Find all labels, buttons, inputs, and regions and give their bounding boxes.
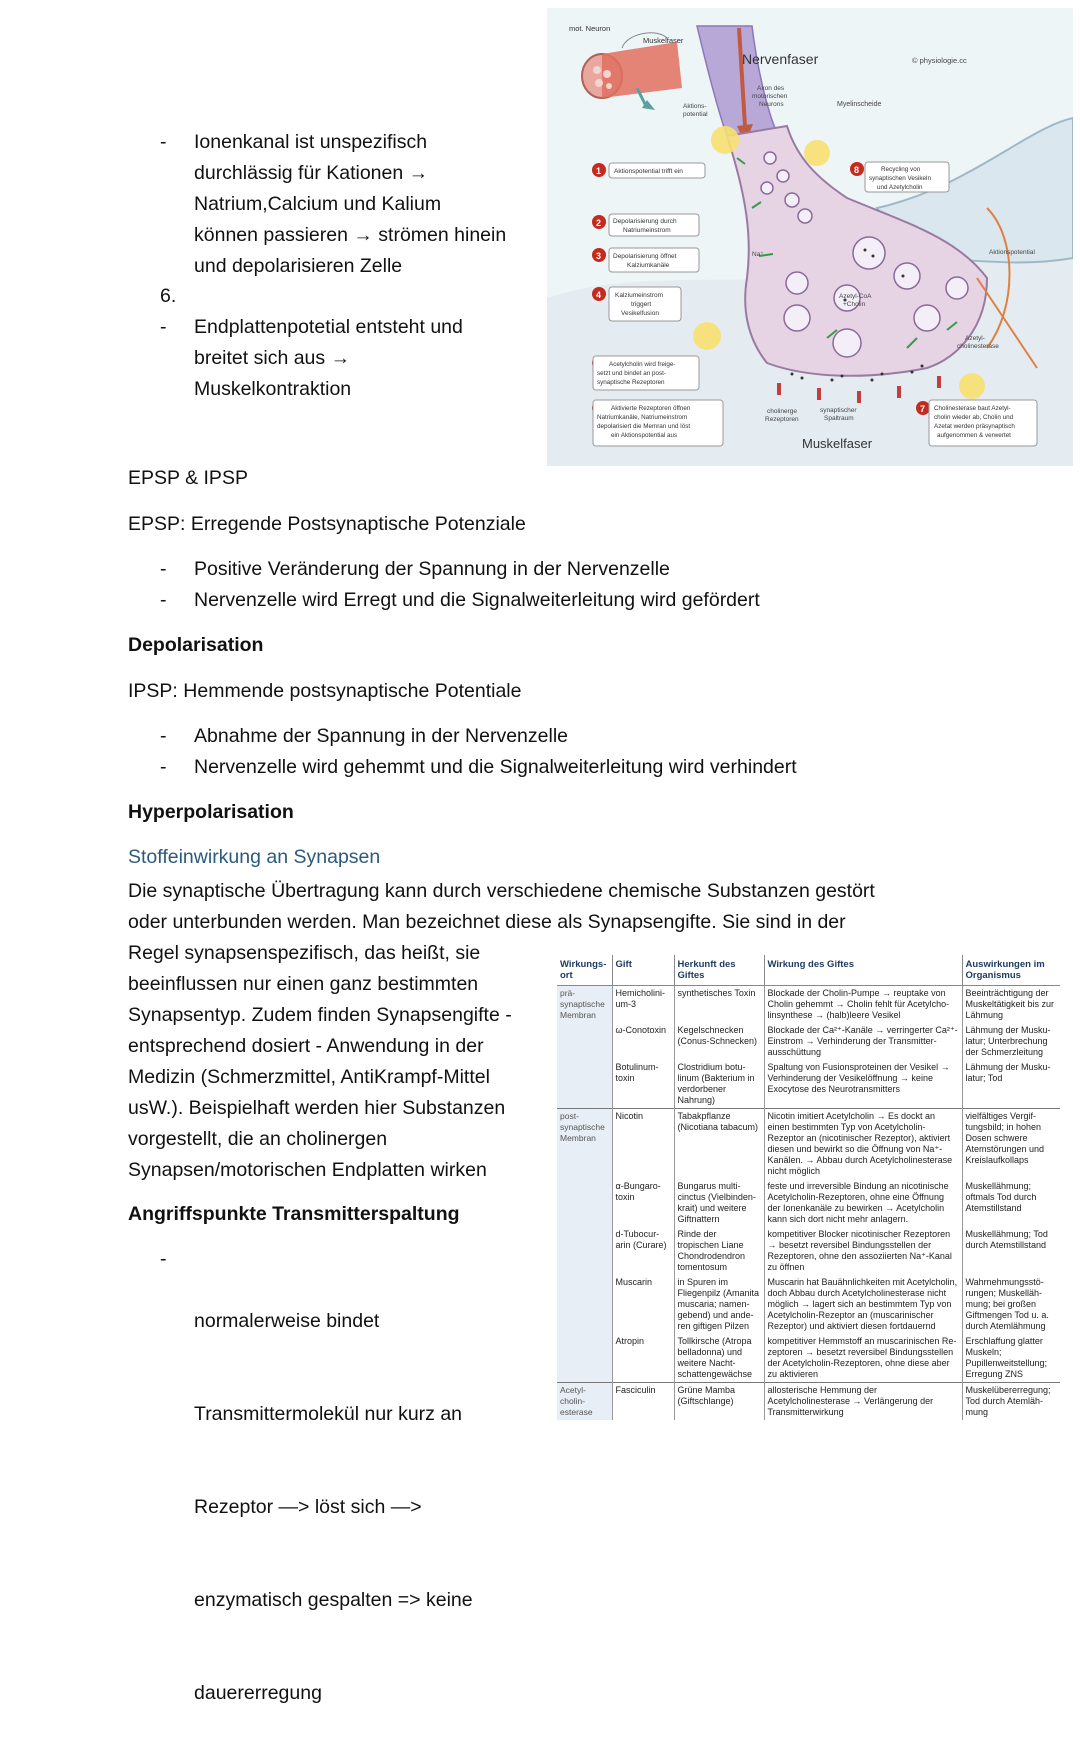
paragraph-narrow: Regel synapsenspezifisch, das heißt, sie beeinflussen nur einen ganz bestimmten Synapsentyp. Zudem finden Synapsengifte - entsprechend dosiert - Anwendung in der Medizin (Schmerzmittel, AntiKrampf-Mittel usW.). Beispielhaft werden hier Substanzen vorgestellt, die an cholinergen Synapsen/motorischen Endplatten wirken <box>128 942 512 1181</box>
svg-text:ein Aktionspotential aus: ein Aktionspotential aus <box>611 432 678 439</box>
label-na: Na⁺ <box>752 251 764 258</box>
label-spaltraum: synaptischer <box>820 407 857 414</box>
ipsp-definition: IPSP: Hemmende postsynaptische Potentiale <box>128 680 522 702</box>
copyright: © physiologie.cc <box>912 56 967 65</box>
table-cell-auswirkung: Lähmung der Musku-latur; Unterbrechung der Schmerzleitung <box>965 1025 1051 1057</box>
table-cell-gift: Hemicholini-um-3 <box>612 986 674 1024</box>
svg-text:Recycling von: Recycling von <box>881 166 921 173</box>
depolarisation-label: Depolarisation <box>128 634 264 656</box>
table-cell-herkunft: Kegelschnecken (Conus-Schnecken) <box>674 1023 764 1060</box>
table-cell-herkunft: Tabakpflanze (Nicotiana tabacum) <box>674 1109 764 1180</box>
label-muskelfaser-top: Muskelfaser <box>643 36 684 45</box>
header-auswirkungen: Auswirkungen im Organismus <box>962 955 1060 986</box>
synapse-figure <box>547 8 1073 466</box>
ipsp-bullet-1: Abnahme der Spannung in der Nervenzelle <box>194 725 568 747</box>
svg-text:triggert: triggert <box>631 301 652 308</box>
step-6 <box>592 400 723 446</box>
step-1 <box>592 163 705 178</box>
table-header-row <box>557 955 1060 986</box>
svg-text:cholin wieder ab, Cholin und: cholin wieder ab, Cholin und <box>934 414 1014 421</box>
table-cell-herkunft: in Spuren im Fliegenpilz (Amanita muscaria; namen-gebend) und ande-ren giftigen Pilzen <box>674 1275 764 1334</box>
svg-text:7: 7 <box>920 404 926 414</box>
header-gift: Gift <box>612 955 674 986</box>
label-myelinscheide: Myelinscheide <box>837 101 882 108</box>
label-azetylcholinesterase-2: cholinesterase <box>957 343 999 350</box>
table-cell-herkunft: synthetisches Toxin <box>674 986 764 1024</box>
label-axon: Axon des <box>757 85 785 92</box>
bullet-dash: - <box>160 1248 167 1270</box>
table-cell-auswirkung: Beeinträchtigung der Muskeltätigkeit bis zur Lähmung <box>962 986 1060 1024</box>
ipsp-bullet-2: Nervenzelle wird gehemmt und die Signalweiterleitung wird verhindert <box>194 756 797 778</box>
epsp-definition: EPSP: Erregende Postsynaptische Potenziale <box>128 513 526 535</box>
table-cell-gift: α-Bungaro-toxin <box>612 1179 674 1227</box>
section-heading-stoffeinwirkung: Stoffeinwirkung an Synapsen <box>128 846 381 868</box>
svg-text:und Azetylcholin: und Azetylcholin <box>877 184 923 191</box>
synapse-diagram <box>547 8 1073 466</box>
svg-text:Depolarisierung durch: Depolarisierung durch <box>613 218 677 225</box>
label-axon-2: motorischen <box>752 93 788 100</box>
table-row <box>557 1179 1060 1227</box>
svg-text:setzt und bindet an post-: setzt und bindet an post- <box>597 370 666 377</box>
list-number: 6. <box>160 285 177 307</box>
table-row <box>557 1227 1060 1275</box>
svg-text:Natriumeinstrom: Natriumeinstrom <box>623 227 671 234</box>
step-8 <box>850 162 949 192</box>
svg-text:2: 2 <box>596 218 602 228</box>
table-row <box>557 1060 1060 1109</box>
table-cell-wirkung: allosterische Hemmung der Acetylcholinesterase → Verlängerung der Transmitterwirkung <box>764 1383 962 1421</box>
table-cell-auswirkung: Muskelübererregung; Tod durch Atemläh-mung <box>962 1383 1060 1421</box>
label-nervenfaser: Nervenfaser <box>742 51 819 67</box>
heading-epsp-ipsp: EPSP & IPSP <box>128 467 248 489</box>
table-cell-ort: Acetyl-cholin-esterase <box>557 1383 612 1421</box>
header-wirkungsort: Wirkungs-ort <box>557 955 612 986</box>
svg-text:Kalziumkanäle: Kalziumkanäle <box>627 262 670 269</box>
table-cell-auswirkung: Muskellähmung; oftmals Tod durch Atemstillstand <box>965 1181 1037 1213</box>
svg-text:Vesikelfusion: Vesikelfusion <box>621 310 659 317</box>
table-row <box>557 1275 1060 1334</box>
table-cell-auswirkung: Lähmung der Musku-latur; Tod <box>965 1062 1051 1083</box>
svg-text:4: 4 <box>596 290 602 300</box>
label-cholinerge: cholinerge <box>767 408 797 415</box>
table-cell-wirkung: Blockade der Ca²⁺-Kanäle → verringerter Ca²⁺-Einstrom → Verhinderung der Transmitter-ausschüttung <box>764 1023 962 1060</box>
table-cell-wirkung: Muscarin hat Bauähnlichkeiten mit Acetylcholin, doch Abbau durch Acetylcholinesterase nicht möglich → lagert sich an bestimmtem Typ von Acetylcholin-Rezeptor an (muscarinischer Rezeptor) und aktiviert diesen fortdauernd <box>764 1275 962 1334</box>
table-cell-ort: post-synaptische Membran <box>557 1109 612 1180</box>
bullet-dash: - <box>160 589 167 611</box>
svg-text:8: 8 <box>854 165 860 175</box>
epsp-bullet-2: Nervenzelle wird Erregt und die Signalweiterleitung wird gefördert <box>194 589 760 611</box>
step-2 <box>592 214 699 236</box>
header-wirkung: Wirkung des Giftes <box>764 955 962 986</box>
table-cell-herkunft: Rinde der tropischen Liane Chondrodendron tomentosum <box>674 1227 764 1275</box>
table-cell-ort <box>557 1179 612 1227</box>
angriffspunkte-label: Angriffspunkte Transmitterspaltung <box>128 1203 460 1225</box>
list-item-transmitter: normalerweise bindet Transmittermolekül nur kurz an Rezeptor —> löst sich —> enzymatisch gespalten => keine dauererregung <box>194 1310 473 1704</box>
step-5 <box>592 356 699 390</box>
svg-text:3: 3 <box>596 251 602 261</box>
svg-text:synaptische Rezeptoren: synaptische Rezeptoren <box>597 379 665 386</box>
table-cell-wirkung: kompetitiver Blocker nicotinischer Rezeptoren → besetzt reversibel Bindungsstellen der Rezeptoren, ohne den assoziierten Na⁺-Kanal zu öffnen <box>764 1227 962 1275</box>
paragraph-wide: Die synaptische Übertragung kann durch verschiedene chemische Substanzen gestört oder unterbunden werden. Man bezeichnet diese als Synapsengifte. Sie sind in der <box>128 880 875 933</box>
label-aktionspotential-left-2: potential <box>683 111 708 118</box>
table-cell-auswirkung: vielfältiges Vergif-tungsbild; in hohen Dosen schwere Atemstörungen und Kreislaufkollaps <box>962 1109 1060 1180</box>
table-cell-herkunft: Bungarus multi-cinctus (Vielbinden-krait) und weitere Giftnattern <box>674 1179 764 1227</box>
label-mot-neuron: mot. Neuron <box>569 24 611 33</box>
table-cell-wirkung: Blockade der Cholin-Pumpe → reuptake von Cholin gehemmt → Cholin fehlt für Acetylcho-linsynthese → (halb)leere Vesikel <box>764 986 962 1024</box>
table-cell-gift: d-Tubocur-arin (Curare) <box>612 1227 674 1275</box>
table-row <box>557 1023 1060 1060</box>
bullet-dash: - <box>160 756 167 778</box>
table-row <box>557 1383 1060 1421</box>
table-cell-ort <box>557 1334 612 1383</box>
label-spaltraum-2: Spaltraum <box>824 415 854 422</box>
label-aktionspotential-right: Aktionspotential <box>989 249 1035 256</box>
table-cell-auswirkung: Erschlaffung glatter Muskeln; Pupillenweitstellung; Erregung ZNS <box>965 1336 1048 1379</box>
table-cell-wirkung: Spaltung von Fusionsproteinen der Vesikel → Verhinderung der Vesikelöffnung → keine Exocytose des Neurotransmitters <box>764 1060 962 1109</box>
table-row <box>557 986 1060 1024</box>
table-cell-gift: Nicotin <box>612 1109 674 1180</box>
epsp-bullet-1: Positive Veränderung der Spannung in der Nervenzelle <box>194 558 670 580</box>
list-item-ionenkanal: Ionenkanal ist unspezifisch durchlässig für Kationen → Natrium,Calcium und Kalium können passieren → strömen hinein und depolarisieren Zelle <box>194 131 507 277</box>
table-cell-gift: Muscarin <box>612 1275 674 1334</box>
table-cell-gift: Atropin <box>612 1334 674 1383</box>
svg-text:Depolarisierung öffnet: Depolarisierung öffnet <box>613 253 677 260</box>
svg-text:Acetylcholin wird freige-: Acetylcholin wird freige- <box>609 361 676 368</box>
table-cell-wirkung: Nicotin imitiert Acetylcholin → Es dockt an einen bestimmten Typ von Acetylcholin-Rezeptor an (nicotinischer Rezeptor), aktiviert diesen und bewirkt so die Öffnung von Na⁺-Kanälen. → Abbau durch Acetylcholinesterase nicht möglich <box>764 1109 962 1180</box>
step-3 <box>592 248 699 272</box>
bullet-dash: - <box>160 316 167 338</box>
table-cell-herkunft: Clostridium botu-linum (Bakterium in verdorbener Nahrung) <box>674 1060 764 1109</box>
table-cell-wirkung: feste und irreversible Bindung an nicotinische Acetylcholin-Rezeptoren, ohne eine Öffnung der Ionenkanäle zu bewirken → Acetylcholin kann sich dort nicht mehr anlagern. <box>764 1179 962 1227</box>
label-acetyl-coa-2: +Cholin <box>843 301 866 308</box>
label-acetyl-coa: Azetyl-CoA <box>839 293 872 300</box>
table-cell-ort: prä-synaptische Membran <box>557 986 612 1024</box>
synapsengifte-table <box>557 955 1060 1495</box>
svg-text:Cholinesterase baut Azetyl-: Cholinesterase baut Azetyl- <box>934 405 1011 412</box>
svg-text:synaptischen Vesikeln: synaptischen Vesikeln <box>869 175 931 182</box>
header-herkunft: Herkunft des Giftes <box>674 955 764 986</box>
label-muskelfaser-bottom: Muskelfaser <box>802 436 873 451</box>
svg-text:Aktivierte Rezeptoren öffnen: Aktivierte Rezeptoren öffnen <box>611 405 691 412</box>
bullet-dash: - <box>160 558 167 580</box>
table-cell-ort <box>557 1227 612 1275</box>
hyperpolarisation-label: Hyperpolarisation <box>128 801 294 823</box>
step-7 <box>916 400 1037 446</box>
svg-text:depolarisiert die Memran und l: depolarisiert die Memran und löst <box>597 423 691 430</box>
svg-text:Aktionspotential trifft ein: Aktionspotential trifft ein <box>614 168 683 175</box>
table-cell-auswirkung: Muskellähmung; Tod durch Atemstillstand <box>965 1229 1048 1250</box>
svg-text:Kalziumeinstrom: Kalziumeinstrom <box>615 292 664 299</box>
table-cell-auswirkung: Wahrnehmungsstö-rungen; Muskelläh-mung; bei großen Giftmengen Tod u. a. durch Atemlähmung <box>965 1277 1049 1331</box>
svg-text:Azetat werden präsynaptisch: Azetat werden präsynaptisch <box>934 423 1015 430</box>
table-cell-herkunft: Grüne Mamba (Giftschlange) <box>674 1383 764 1421</box>
label-axon-3: Neurons <box>759 101 784 108</box>
table-cell-gift: Botulinum-toxin <box>612 1060 674 1109</box>
svg-text:1: 1 <box>596 166 602 176</box>
table-cell-ort <box>557 1060 612 1109</box>
svg-text:Natriumkanäle, Natriumeinstrom: Natriumkanäle, Natriumeinstrom <box>597 414 688 421</box>
label-cholinerge-2: Rezeptoren <box>765 416 799 423</box>
table-cell-herkunft: Tollkirsche (Atropa belladonna) und weitere Nacht-schattengewächse <box>674 1334 764 1383</box>
table-cell-gift: ω-Conotoxin <box>612 1023 674 1060</box>
table-row <box>557 1334 1060 1383</box>
table-cell-gift: Fasciculin <box>612 1383 674 1421</box>
label-azetylcholinesterase: Azetyl- <box>965 335 985 342</box>
table-cell-ort <box>557 1275 612 1334</box>
list-item-endplatte: Endplattenpotetial entsteht und breitet sich aus → Muskelkontraktion <box>194 316 463 400</box>
bullet-dash: - <box>160 131 167 153</box>
table-cell-wirkung: kompetitiver Hemmstoff an muscarinischen Re-zeptoren → besetzt reversibel Bindungsstellen der Acetylcholin-Rezeptoren, ohne diese aber zu aktivieren <box>764 1334 962 1383</box>
table-cell-ort <box>557 1023 612 1060</box>
bullet-dash: - <box>160 725 167 747</box>
table-row <box>557 1109 1060 1180</box>
label-aktionspotential-left: Aktions- <box>683 103 707 110</box>
svg-text:aufgenommen & verwertet: aufgenommen & verwertet <box>937 432 1011 439</box>
